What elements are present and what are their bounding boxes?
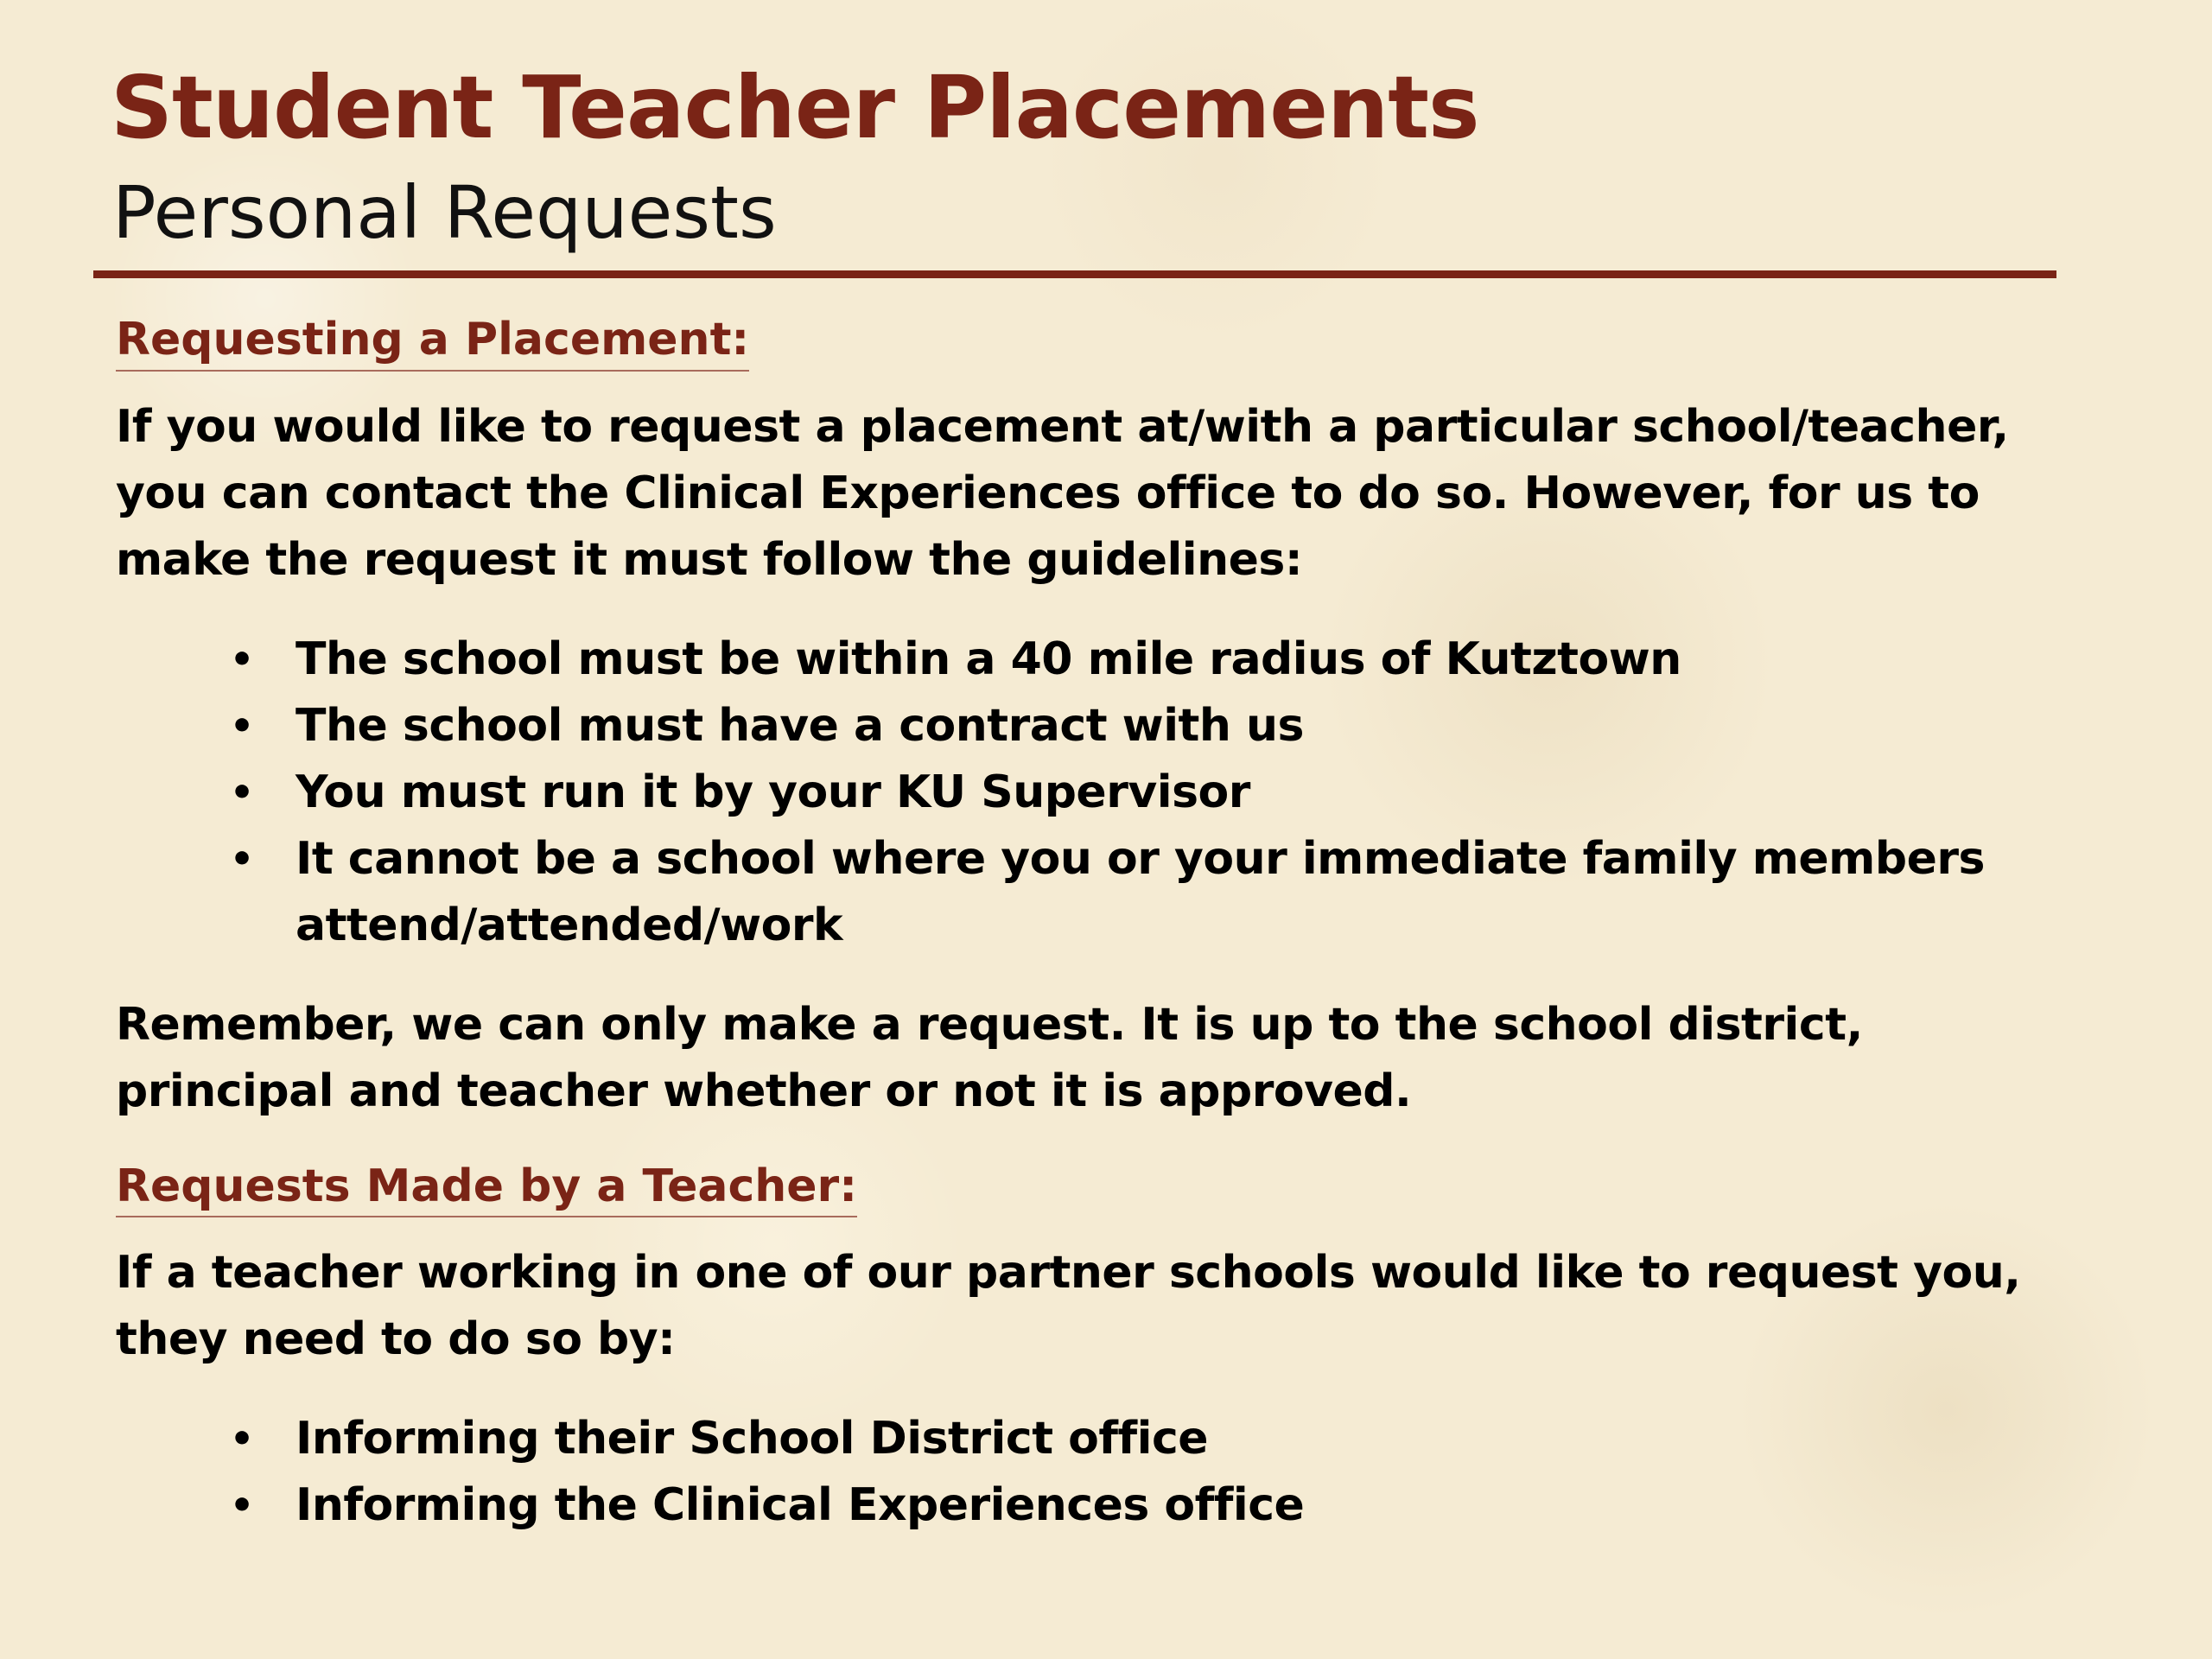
list-item-text: Informing the Clinical Experiences office [296, 1479, 1305, 1532]
bullet-icon: • [230, 637, 254, 682]
list-item-text: The school must have a contract with us [296, 699, 1304, 752]
slide-content [116, 311, 2094, 1572]
section-closing: Remember, we can only make a request. It is up to the school district, principal and teacher whether or not it is approved. [116, 998, 1863, 1117]
list-item-text: Informing their School District office [296, 1413, 1209, 1465]
bullet-icon: • [230, 1417, 254, 1462]
list-item [116, 760, 2094, 826]
section-heading: Requesting a Placement: [116, 311, 749, 372]
slide-subtitle: Personal Requests [112, 170, 777, 255]
list-item-text: It cannot be a school where you or your immediate family members attend/attended/work [296, 832, 1985, 951]
bullet-icon: • [230, 770, 254, 815]
list-item-text: You must run it by your KU Supervisor [296, 766, 1250, 818]
section-heading: Requests Made by a Teacher: [116, 1158, 857, 1218]
title-divider [93, 270, 2056, 278]
teacher-steps-list [116, 1406, 2094, 1539]
list-item-text: The school must be within a 40 mile radius of Kutztown [296, 632, 1681, 685]
section-teacher-requests [116, 1158, 2094, 1540]
list-item [116, 826, 2094, 959]
section-intro: If a teacher working in one of our partner schools would like to request you, they need to do so by: [116, 1247, 2021, 1366]
list-item [116, 693, 2094, 760]
list-item [116, 626, 2094, 693]
section-requesting-placement [116, 311, 2094, 1125]
guidelines-list [116, 626, 2094, 959]
list-item [116, 1406, 2094, 1472]
bullet-icon: • [230, 703, 254, 748]
bullet-icon: • [230, 836, 254, 881]
slide-title: Student Teacher Placements [111, 57, 1479, 158]
section-intro: If you would like to request a placement at/with a particular school/teacher, you can contact the Clinical Experiences office to do so. However, for us to make the request it must follow the guidelines: [116, 400, 2009, 586]
bullet-icon: • [230, 1484, 254, 1529]
list-item [116, 1472, 2094, 1539]
